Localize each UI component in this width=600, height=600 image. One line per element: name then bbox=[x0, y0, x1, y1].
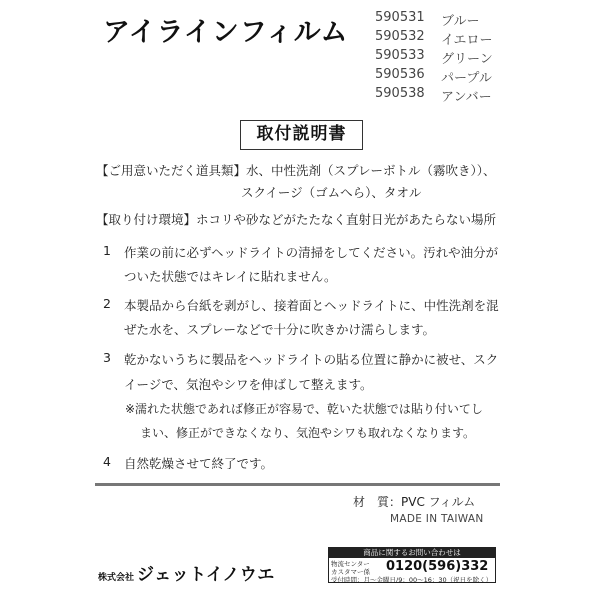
step-text: 作業の前に必ずヘッドライトの清掃をしてください。汚れや油分が bbox=[124, 245, 499, 260]
step-text: 自然乾燥させて終了です。 bbox=[124, 456, 274, 471]
variant-item bbox=[375, 10, 575, 29]
variant-item bbox=[375, 67, 575, 86]
product-title: アイラインフィルム bbox=[103, 17, 349, 48]
tools-line-1: 【ご用意いただく道具類】水、中性洗剤（スプレーボトル（霧吹き））、 bbox=[96, 163, 496, 178]
variant-item bbox=[375, 48, 575, 67]
contact-box bbox=[328, 547, 496, 583]
step-text: 乾かないうちに製品をヘッドライトの貼る位置に静かに被せ、スク bbox=[124, 352, 499, 367]
step-text: ついた状態ではキレイに貼れません。 bbox=[124, 269, 337, 284]
caution-note: ※濡れた状態であれば修正が容易で、乾いた状態では貼り付いてし bbox=[125, 402, 483, 416]
variant-code: 590531 bbox=[375, 10, 425, 25]
variant-code: 590532 bbox=[375, 29, 425, 44]
variant-code: 590533 bbox=[375, 48, 425, 63]
variant-color: イエロー bbox=[441, 33, 493, 48]
contact-phone-number: 0120(596)332 bbox=[386, 559, 489, 574]
contact-hours: 受付時間：月〜金曜日/9：00〜16：30（祝日を除く） bbox=[331, 576, 493, 584]
variant-item bbox=[375, 29, 575, 48]
company-prefix: 株式会社 bbox=[98, 573, 135, 583]
step-text: 本製品から台紙を剥がし、接着面とヘッドライトに、中性洗剤を混 bbox=[124, 298, 499, 313]
company-name: ジェットイノウエ bbox=[137, 565, 275, 585]
variant-code: 590538 bbox=[375, 86, 425, 101]
variant-color: グリーン bbox=[441, 52, 493, 67]
instructions-heading: 取付説明書 bbox=[240, 120, 363, 150]
step-number: 3 bbox=[103, 350, 111, 365]
environment-line: 【取り付け環境】ホコリや砂などがたたなく直射日光があたらない場所 bbox=[96, 212, 497, 227]
variant-color: ブルー bbox=[441, 14, 480, 29]
variant-color: アンバー bbox=[441, 90, 492, 105]
variant-code: 590536 bbox=[375, 67, 425, 82]
contact-header: 商品に関するお問い合わせは bbox=[329, 548, 495, 558]
step-number: 4 bbox=[103, 454, 111, 469]
variant-list bbox=[375, 10, 575, 105]
variant-color: パープル bbox=[441, 71, 492, 86]
step-text: イージで、気泡やシワを伸ばして整えます。 bbox=[124, 377, 373, 392]
company-logo bbox=[98, 560, 275, 585]
caution-note: まい、修正ができなくなり、気泡やシワも取れなくなります。 bbox=[140, 426, 476, 440]
variant-item bbox=[375, 86, 575, 105]
country-of-origin: MADE IN TAIWAN bbox=[390, 513, 484, 525]
step-text: ぜた水を、スプレーなどで十分に吹きかけ濡らします。 bbox=[124, 322, 436, 337]
contact-department bbox=[331, 560, 370, 576]
material-spec: 材 質：PVC フィルム bbox=[353, 495, 476, 509]
contact-center-label: 物流センター bbox=[331, 560, 370, 568]
divider bbox=[95, 483, 500, 486]
contact-customer-label: カスタマー係 bbox=[331, 568, 370, 576]
step-number: 1 bbox=[103, 243, 111, 258]
step-number: 2 bbox=[103, 296, 111, 311]
tools-line-2: スクイージ（ゴムへら）、タオル bbox=[241, 185, 422, 200]
